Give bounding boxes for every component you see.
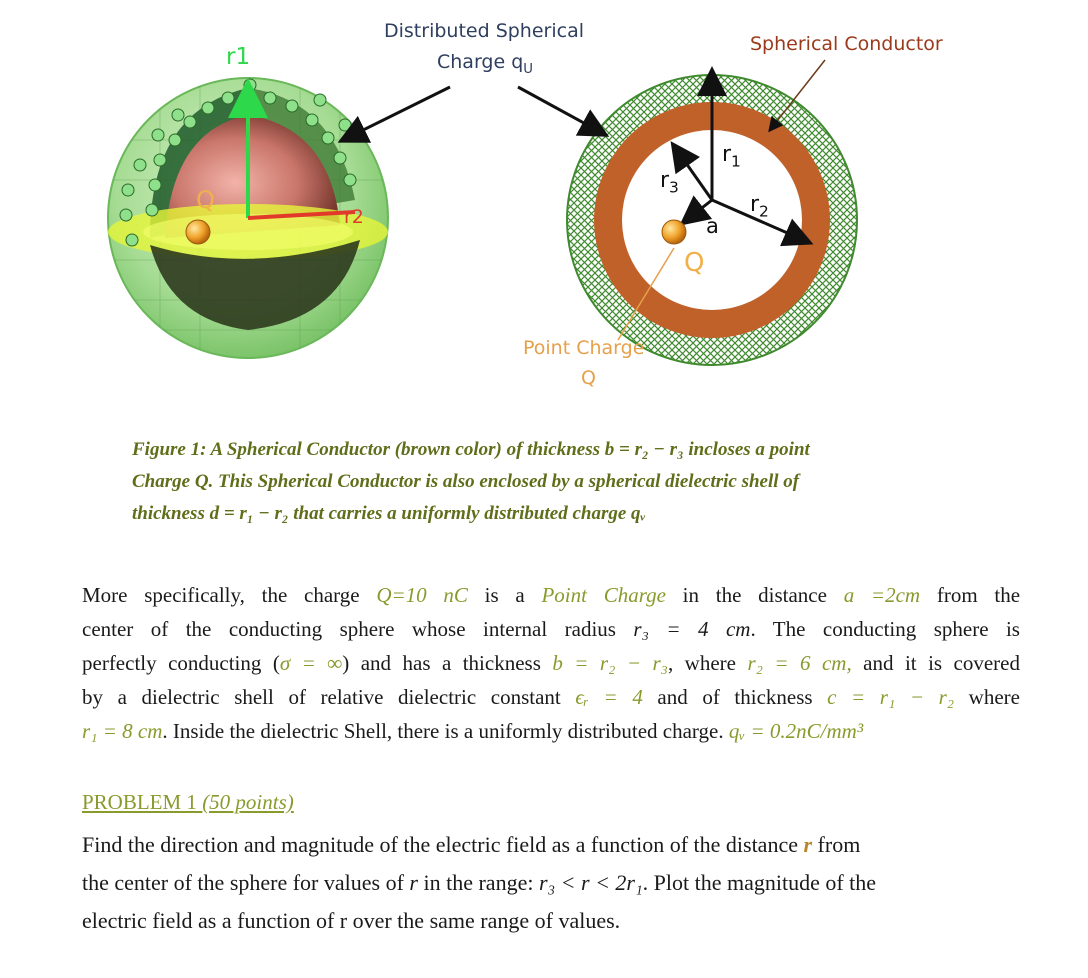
distance-value: a =2cm	[843, 583, 921, 607]
thickness-b: b = r₂ − r₃	[552, 651, 668, 675]
right-r1-label	[722, 142, 741, 170]
text: the center of the sphere for values of	[82, 870, 410, 895]
right-r2-sub: 2	[759, 202, 769, 221]
r3-value: r₃ = 4 cm	[633, 617, 751, 641]
distributed-charge-label-line1: Distributed Spherical	[384, 20, 585, 42]
text: Find the direction and magnitude of the electric field as a function of the distance	[82, 832, 804, 857]
text: , where	[667, 651, 748, 675]
text: in the distance	[665, 583, 844, 607]
para-line-2	[82, 612, 1020, 646]
right-r2-text: r	[750, 192, 760, 217]
caption-line-3: thickness d = r₁ − r₂ that carries a uniformly distributed charge qᵥ	[132, 503, 646, 524]
text: from the	[920, 583, 1021, 607]
problem-description	[82, 578, 1020, 748]
distributed-charge-label-line2	[437, 51, 533, 77]
problem-statement	[82, 826, 1022, 940]
qv-value: qᵥ = 0.2nC/mm³	[728, 719, 864, 743]
left-q-label: Q	[196, 186, 215, 214]
distributed-charge-label-sub: U	[523, 61, 534, 77]
figure	[0, 0, 1088, 410]
spherical-conductor-label: Spherical Conductor	[750, 33, 943, 55]
right-r3-label	[660, 168, 679, 196]
caption-line-1: Figure 1: A Spherical Conductor (brown color) of thickness b = r₂ − r₃ incloses a point	[132, 439, 810, 460]
right-r3-text: r	[660, 168, 670, 193]
caption-line-2: Charge Q. This Spherical Conductor is also enclosed by a spherical dielectric shell of	[132, 471, 800, 492]
right-r3-sub: 3	[669, 178, 679, 197]
problem-line-2	[82, 864, 1022, 902]
para-line-4	[82, 680, 1020, 714]
text: . Inside the dielectric Shell, there is a uniformly distributed charge.	[162, 719, 729, 743]
problem-title	[82, 790, 294, 815]
distributed-charge-label-text: Charge q	[437, 51, 524, 73]
right-r2-label	[750, 192, 769, 220]
left-r2-label: r2	[344, 206, 364, 228]
point-charge-term: Point Charge	[541, 583, 666, 607]
text: . The conducting sphere is	[750, 617, 1020, 641]
text: is a	[467, 583, 542, 607]
right-a-label: a	[706, 214, 719, 238]
problem-points: (50 points)	[202, 790, 294, 814]
distributed-charge-pointer-left	[343, 87, 450, 140]
text: ) and has a thickness	[342, 651, 553, 675]
point-charge-label-line2: Q	[581, 367, 596, 389]
distributed-charge-pointer-right	[518, 87, 604, 134]
right-q-label: Q	[684, 248, 705, 278]
right-r1-text: r	[722, 142, 732, 167]
text: perfectly conducting (	[82, 651, 280, 675]
problem-title-text: PROBLEM 1	[82, 790, 203, 814]
text: . Plot the magnitude of the	[642, 870, 877, 895]
para-line-5	[82, 714, 1020, 748]
figure-caption	[132, 434, 932, 530]
text: where	[954, 685, 1020, 709]
text: in the range:	[417, 870, 539, 895]
problem-line-3: electric field as a function of r over the same range of values.	[82, 908, 621, 933]
epsilon-value: ϵᵣ = 4	[575, 685, 643, 709]
text: center of the conducting sphere whose internal radius	[82, 617, 634, 641]
point-charge-label-line1: Point Charge	[523, 337, 645, 359]
para-line-3	[82, 646, 1020, 680]
range-expression: r₃ < r < 2r₁	[538, 870, 643, 895]
r-variable: r	[803, 832, 813, 857]
sigma-value: σ = ∞	[279, 651, 343, 675]
left-r1-label: r1	[226, 44, 251, 70]
text: and it is covered	[851, 651, 1020, 675]
text: from	[812, 832, 861, 857]
text: More specifically, the charge	[82, 583, 377, 607]
para-line-1	[82, 578, 1020, 612]
text: and of thickness	[642, 685, 828, 709]
right-r1-sub: 1	[731, 152, 741, 171]
thickness-c: c = r₁ − r₂	[827, 685, 955, 709]
problem-line-1	[82, 826, 1022, 864]
text: by a dielectric shell of relative dielectric constant	[82, 685, 576, 709]
r1-value: r₁ = 8 cm	[82, 719, 163, 743]
r2-value: r₂ = 6 cm,	[747, 651, 852, 675]
charge-value: Q=10 nC	[376, 583, 468, 607]
r-variable: r	[409, 870, 418, 895]
